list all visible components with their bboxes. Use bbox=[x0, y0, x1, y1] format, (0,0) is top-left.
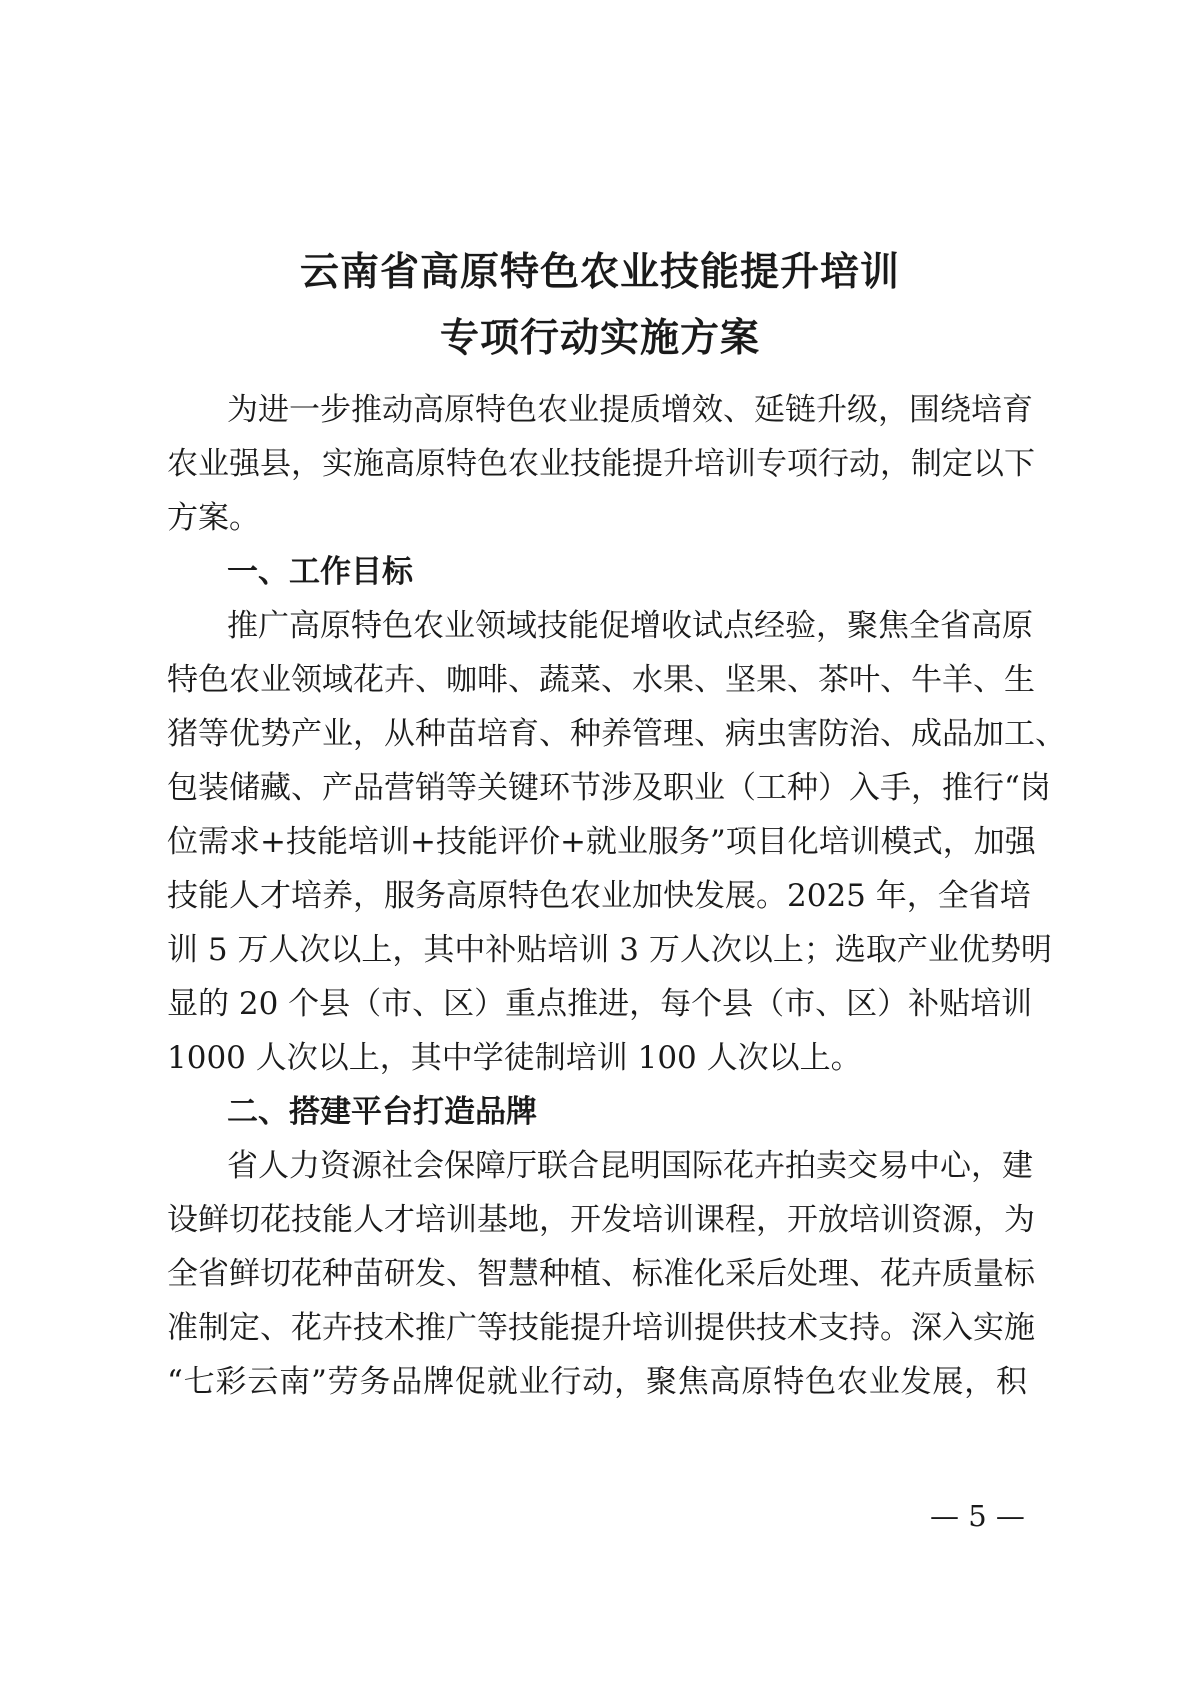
paragraph-line: 包装储藏、产品营销等关键环节涉及职业（工种）入手，推行“岗 bbox=[167, 770, 1051, 806]
paragraph-line: 设鲜切花技能人才培训基地，开发培训课程，开放培训资源，为 bbox=[167, 1202, 1035, 1238]
section-heading-goals: 一、工作目标 bbox=[227, 554, 413, 590]
paragraph-line: 特色农业领域花卉、咖啡、蔬菜、水果、坚果、茶叶、牛羊、生 bbox=[167, 662, 1035, 698]
paragraph-line: “七彩云南”劳务品牌促就业行动，聚焦高原特色农业发展，积 bbox=[167, 1364, 1027, 1400]
document-title-line-1: 云南省高原特色农业技能提升培训 bbox=[299, 250, 900, 295]
paragraph-line: 准制定、花卉技术推广等技能提升培训提供技术支持。深入实施 bbox=[167, 1310, 1035, 1346]
paragraph-line: 训 5 万人次以上，其中补贴培训 3 万人次以上；选取产业优势明 bbox=[167, 932, 1052, 968]
section-heading-platform: 二、搭建平台打造品牌 bbox=[227, 1094, 537, 1130]
paragraph-line: 全省鲜切花种苗研发、智慧种植、标准化采后处理、花卉质量标 bbox=[167, 1256, 1035, 1292]
intro-line: 为进一步推动高原特色农业提质增效、延链升级，围绕培育 bbox=[227, 392, 1033, 428]
paragraph-line: 位需求+技能培训+技能评价+就业服务”项目化培训模式，加强 bbox=[167, 824, 1036, 860]
intro-line: 方案。 bbox=[167, 500, 260, 536]
paragraph-line: 推广高原特色农业领域技能促增收试点经验，聚焦全省高原 bbox=[227, 608, 1033, 644]
page-number: — 5 — bbox=[930, 1499, 1025, 1533]
intro-line: 农业强县，实施高原特色农业技能提升培训专项行动，制定以下 bbox=[167, 446, 1035, 482]
paragraph-line: 省人力资源社会保障厅联合昆明国际花卉拍卖交易中心，建 bbox=[227, 1148, 1033, 1184]
paragraph-line: 显的 20 个县（市、区）重点推进，每个县（市、区）补贴培训 bbox=[167, 986, 1033, 1022]
paragraph-line: 技能人才培养，服务高原特色农业加快发展。2025 年，全省培 bbox=[167, 878, 1031, 914]
paragraph-line: 猪等优势产业，从种苗培育、种养管理、病虫害防治、成品加工、 bbox=[167, 716, 1066, 752]
paragraph-line: 1000 人次以上，其中学徒制培训 100 人次以上。 bbox=[167, 1040, 862, 1076]
document-title-line-2: 专项行动实施方案 bbox=[439, 316, 760, 361]
